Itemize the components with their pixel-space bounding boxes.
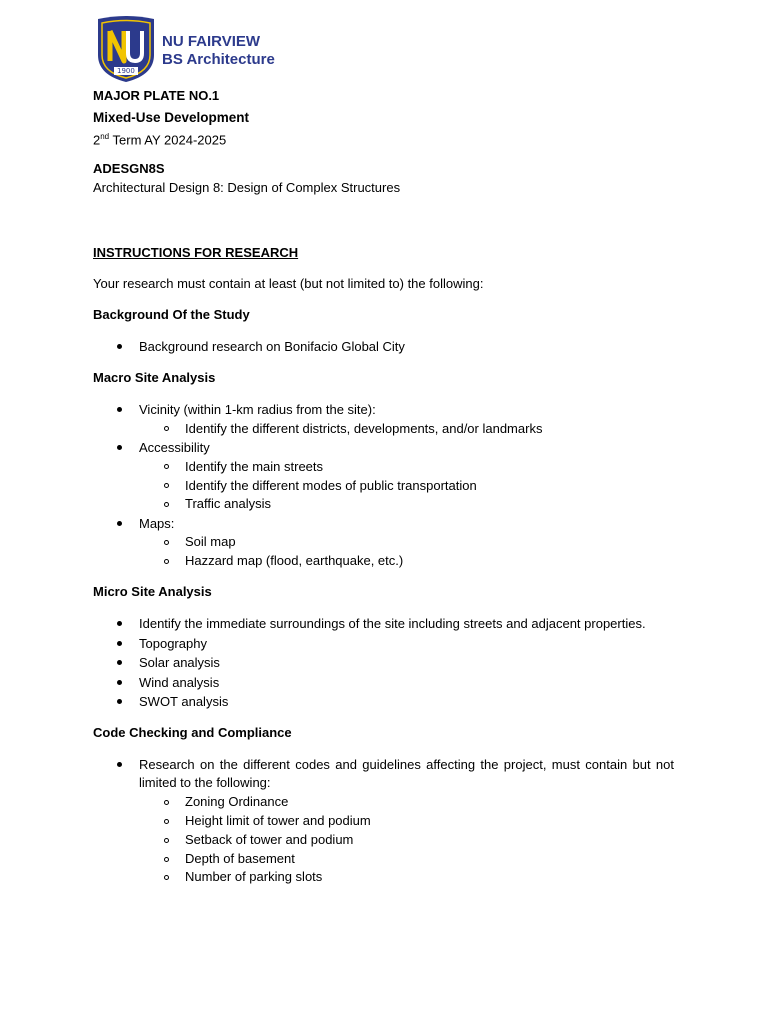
sub-list-item: Identify the different districts, developments, and/or landmarks xyxy=(185,421,543,436)
sub-list-item: Hazzard map (flood, earthquake, etc.) xyxy=(185,553,404,568)
circle-bullet-icon xyxy=(164,483,169,488)
course-title: Architectural Design 8: Design of Complex Structures xyxy=(93,180,401,195)
instructions-intro: Your research must contain at least (but not limited to) the following: xyxy=(93,276,484,291)
list-item-accessibility: Accessibility xyxy=(139,440,210,455)
list-item: Identify the immediate surroundings of the site including streets and adjacent properties. xyxy=(139,616,646,631)
circle-bullet-icon xyxy=(164,838,169,843)
bullet-icon xyxy=(117,680,122,685)
section-heading-code: Code Checking and Compliance xyxy=(93,725,292,740)
sub-list-item: Depth of basement xyxy=(185,851,295,866)
circle-bullet-icon xyxy=(164,502,169,507)
section-heading-background: Background Of the Study xyxy=(93,307,250,322)
logo-school-name: NU FAIRVIEW xyxy=(162,33,261,50)
list-item: Wind analysis xyxy=(139,675,220,690)
sub-list-item: Identify the different modes of public transportation xyxy=(185,478,477,493)
circle-bullet-icon xyxy=(164,464,169,469)
school-logo xyxy=(94,15,158,83)
term-number: 2 xyxy=(93,132,101,148)
list-item: Solar analysis xyxy=(139,655,220,670)
sub-list-item: Soil map xyxy=(185,534,236,549)
circle-bullet-icon xyxy=(164,800,169,805)
circle-bullet-icon xyxy=(164,857,169,862)
sub-list-item: Setback of tower and podium xyxy=(185,832,354,847)
circle-bullet-icon xyxy=(164,559,169,564)
bullet-icon xyxy=(117,521,122,526)
section-heading-micro: Micro Site Analysis xyxy=(93,584,212,599)
bullet-icon xyxy=(117,621,122,626)
circle-bullet-icon xyxy=(164,426,169,431)
instructions-title: INSTRUCTIONS FOR RESEARCH xyxy=(93,245,299,260)
sub-list-item: Identify the main streets xyxy=(185,459,324,474)
bullet-icon xyxy=(117,344,122,349)
bullet-icon xyxy=(117,660,122,665)
bullet-icon xyxy=(117,407,122,412)
circle-bullet-icon xyxy=(164,875,169,880)
sub-list-item: Number of parking slots xyxy=(185,869,323,884)
plate-title: MAJOR PLATE NO.1 xyxy=(93,88,220,103)
term-text: Term AY 2024-2025 xyxy=(109,132,227,148)
logo-program-name: BS Architecture xyxy=(162,51,275,68)
bullet-icon xyxy=(117,641,122,646)
logo-year: 1900 xyxy=(117,67,135,75)
list-item-code-research: Research on the different codes and guidelines affecting the project, must contain but not limited to the following: xyxy=(139,757,674,790)
circle-bullet-icon xyxy=(164,540,169,545)
list-item: SWOT analysis xyxy=(139,694,229,709)
sub-list-item: Height limit of tower and podium xyxy=(185,813,371,828)
section-heading-macro: Macro Site Analysis xyxy=(93,370,216,385)
bullet-icon xyxy=(117,762,122,767)
bullet-icon xyxy=(117,445,122,450)
circle-bullet-icon xyxy=(164,819,169,824)
list-item: Topography xyxy=(139,636,207,651)
sub-list-item: Zoning Ordinance xyxy=(185,794,289,809)
term-superscript: nd xyxy=(100,132,110,141)
term-line xyxy=(93,129,226,148)
sub-list-item: Traffic analysis xyxy=(185,496,271,511)
list-item-maps: Maps: xyxy=(139,516,175,531)
project-title: Mixed-Use Development xyxy=(93,110,250,125)
course-code: ADESGN8S xyxy=(93,161,165,176)
bullet-icon xyxy=(117,699,122,704)
list-item: Background research on Bonifacio Global City xyxy=(139,339,405,354)
list-item-vicinity: Vicinity (within 1-km radius from the site): xyxy=(139,402,376,417)
